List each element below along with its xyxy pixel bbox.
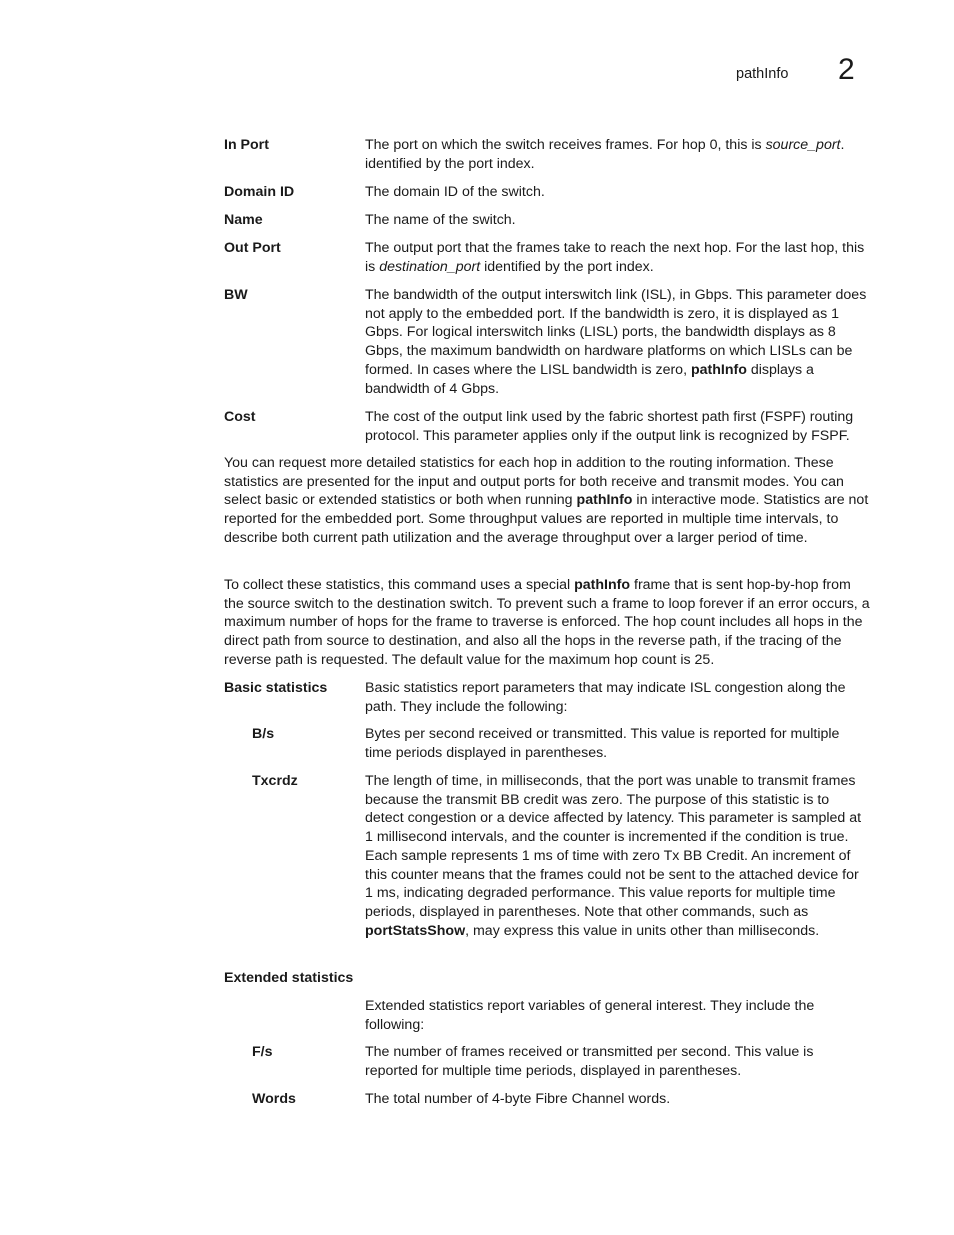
term-description: The cost of the output link used by the fabric shortest path first (FSPF) routing protocol. This parameter applies only if the output link is recognized by FSPF. [365, 409, 854, 444]
term-label: Words [252, 1091, 296, 1107]
term-label: Extended statistics [224, 970, 354, 986]
term-description: The port on which the switch receives frames. For hop 0, this is source_port. identified by the port index. [365, 137, 845, 172]
term-label: Domain ID [224, 184, 295, 200]
term-label: Cost [224, 409, 256, 425]
term-description: The name of the switch. [365, 212, 516, 228]
term-description: The total number of 4-byte Fibre Channel words. [365, 1091, 671, 1107]
term-label: In Port [224, 137, 269, 153]
term-description: The output port that the frames take to reach the next hop. For the last hop, this is destination_port identified by the port index. [365, 240, 865, 275]
term-description: The length of time, in milliseconds, that the port was unable to transmit frames because the transmit BB credit was zero. The purpose of this statistic is to detect congestion or a device affected by latency. This parameter is sampled at 1 millisecond intervals, and the counter is incremented if the condition is true. Each sample represents 1 ms of time with zero Tx BB Credit. An increment of this counter means that the frames could not be sent to the attached device for 1 ms, indicating degraded performance. This value reports for multiple time periods, displayed in parentheses. Note that other commands, such as portStatsShow, may express this value in units other than milliseconds. [365, 773, 862, 939]
body-paragraph: You can request more detailed statistics for each hop in addition to the routing information. These statistics are presented for the input and output ports for both receive and transmit modes. You can select basic or extended statistics or both when running pathInfo in interactive mode. Statistics are not reported for the embedded port. Some throughput values are reported in multiple time intervals, to describe both current path utilization and the average throughput over a larger period of time. [224, 455, 869, 546]
term-label: Txcrdz [252, 773, 298, 789]
term-description: The bandwidth of the output interswitch link (ISL), in Gbps. This parameter does not apply to the embedded port. If the bandwidth is zero, it is displayed as 1 Gbps. For logical interswitch links (LISL) ports, the bandwidth displays as 8 Gbps, the maximum bandwidth on hardware platforms on which LISLs can be formed. In cases where the LISL bandwidth is zero, pathInfo displays a bandwidth of 4 Gbps. [365, 287, 867, 397]
term-label: BW [224, 287, 248, 303]
term-label: Name [224, 212, 263, 228]
term-description: Bytes per second received or transmitted. This value is reported for multiple time periods displayed in parentheses. [365, 726, 840, 761]
term-label: Out Port [224, 240, 281, 256]
term-label: B/s [252, 726, 275, 742]
term-description: The number of frames received or transmitted per second. This value is reported for multiple time periods, displayed in parentheses. [365, 1044, 814, 1079]
term-description: Extended statistics report variables of general interest. They include the following: [365, 998, 815, 1033]
term-label: F/s [252, 1044, 273, 1060]
running-header-title: pathInfo [736, 66, 789, 82]
term-description: Basic statistics report parameters that may indicate ISL congestion along the path. They include the following: [365, 680, 846, 715]
term-description: The domain ID of the switch. [365, 184, 545, 200]
term-label: Basic statistics [224, 680, 328, 696]
body-paragraph: To collect these statistics, this command uses a special pathInfo frame that is sent hop-by-hop from the source switch to the destination switch. To prevent such a frame to loop forever if an error occurs, a maximum number of hops for the frame to traverse is enforced. The hop count includes all hops in the direct path from source to destination, and also all the hops in the reverse path, if the tracing of the reverse path is requested. The default value for the maximum hop count is 25. [224, 577, 870, 668]
chapter-number: 2 [838, 53, 855, 86]
